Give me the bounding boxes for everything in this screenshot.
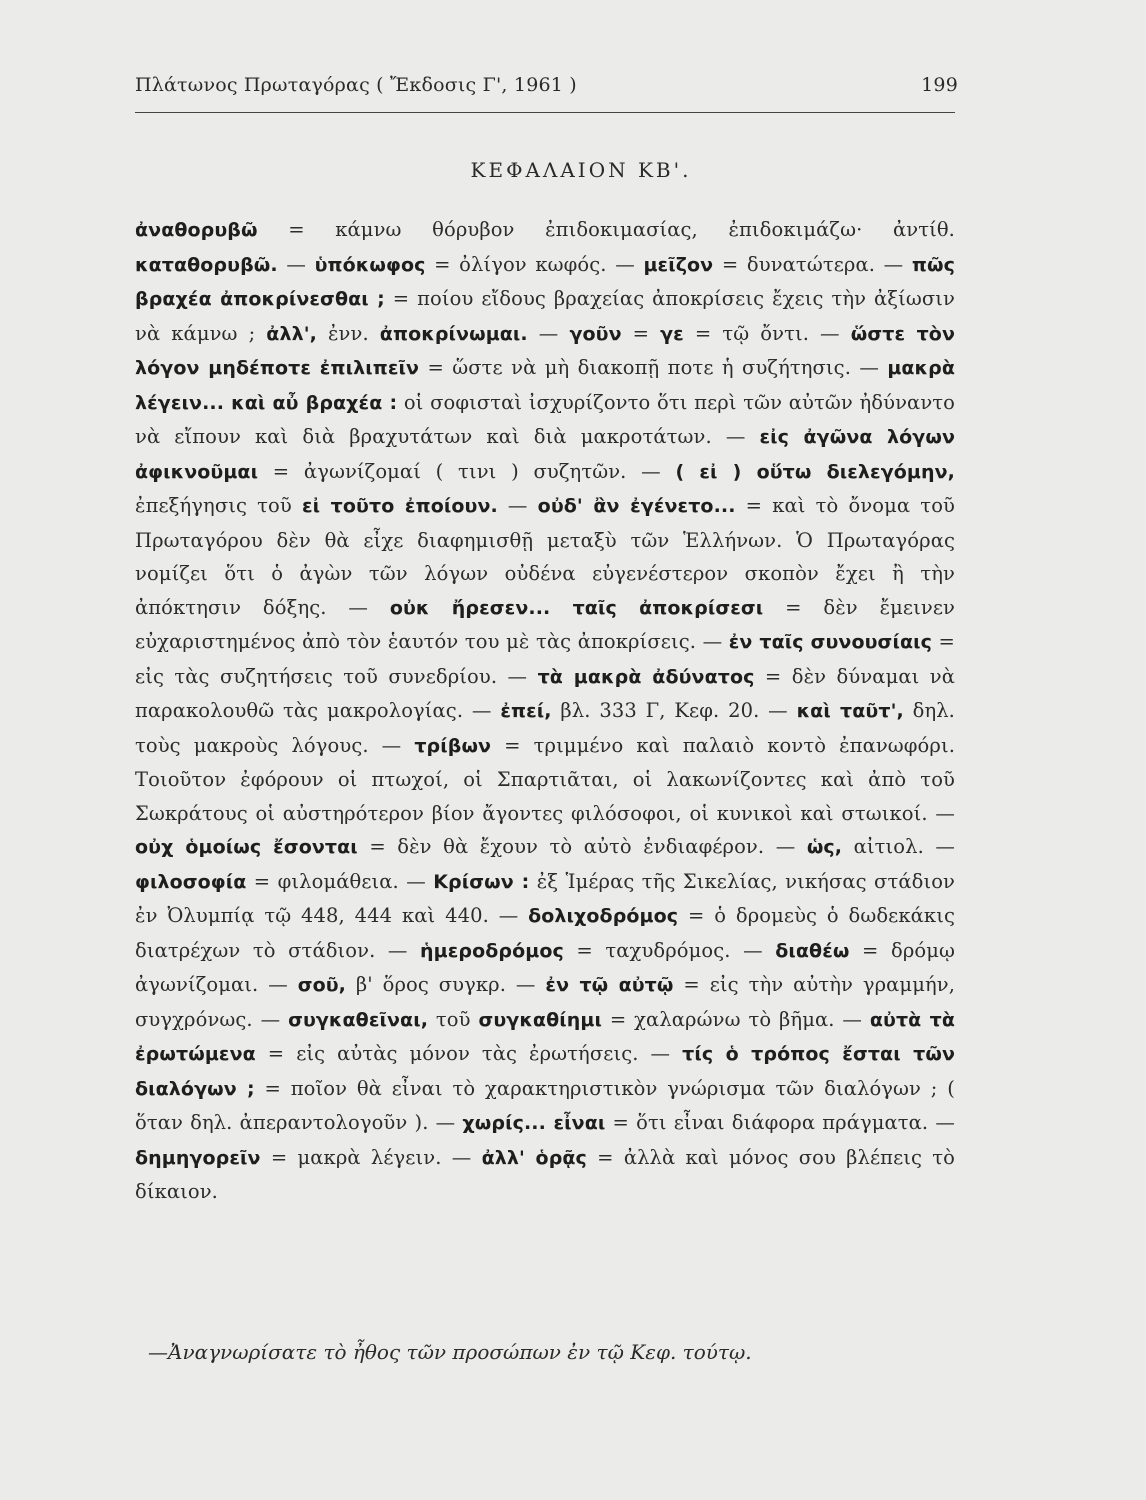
glossary-term: εἰς ἀγῶνα λόγων ἀφικνοῦμαι bbox=[135, 426, 955, 483]
closing-note: —Ἀναγνωρίσατε τὸ ἦθος τῶν προσώπων ἐν τῷ Κεφ. τούτῳ. bbox=[148, 1340, 752, 1364]
glossary-term: εἰ τοῦτο ἐποίουν. bbox=[301, 495, 498, 517]
glossary-text: = μακρὰ λέγειν. — bbox=[260, 1145, 482, 1169]
running-title: Πλάτωνος Πρωταγόρας ( Ἔκδοσις Γ', 1961 ) bbox=[135, 74, 577, 96]
glossary-term: οὐχ ὁμοίως ἔσονται bbox=[135, 836, 358, 858]
glossary-term: πῶς βραχέα ἀποκρίνεσθαι ; bbox=[135, 253, 955, 310]
glossary-text: — bbox=[277, 252, 315, 276]
glossary-text: — bbox=[497, 494, 538, 517]
glossary-text: = ἀγωνίζομαί ( τινι ) συζητῶν. — bbox=[258, 459, 676, 483]
glossary-term: φιλοσοφία bbox=[135, 870, 247, 893]
glossary-text: δηλ. τοὺς μακροὺς λόγους. — bbox=[135, 699, 955, 757]
glossary-text: = δὲν ἔμεινεν εὐχαριστημένος ἀπὸ τὸν ἑαυτόν του μὲ τὰς ἀποκρίσεις. — bbox=[135, 595, 955, 653]
glossary-term: ὥστε τὸν λόγον μηδέποτε ἐπιλιπεῖν bbox=[135, 322, 955, 379]
glossary-text: = χαλαρώνω τὸ βῆμα. — bbox=[601, 1007, 870, 1031]
glossary-term: ὡς, bbox=[806, 836, 843, 858]
glossary-term: μακρὰ λέγειν... καὶ αὖ βραχέα : bbox=[135, 357, 956, 414]
glossary-term: ( εἰ ) οὕτω διελεγόμην, bbox=[675, 460, 955, 483]
glossary-text: = δρόμῳ ἀγωνίζομαι. — bbox=[135, 938, 956, 996]
glossary-text: = κάμνω θόρυβον ἐπιδοκιμασίας, ἐπιδοκιμάζω· ἀντίθ. bbox=[257, 218, 955, 241]
glossary-text: ἐνν. bbox=[316, 321, 380, 345]
glossary-text: οἱ σοφισταὶ ἰσχυρίζοντο ὅτι περὶ τῶν αὐτῶν ἠδύναντο νὰ εἴπουν καὶ διὰ βραχυτάτων καὶ διὰ μακροτάτων. — bbox=[135, 390, 956, 448]
glossary-term: χωρίς... εἶναι bbox=[462, 1112, 606, 1134]
glossary-term: ἐπεί, bbox=[500, 700, 552, 722]
glossary-text: τοῦ bbox=[428, 1007, 479, 1031]
glossary-term: ἀλλ', bbox=[266, 322, 317, 345]
glossary-term: συγκαθεῖναι, bbox=[288, 1008, 429, 1031]
glossary-term: συγκαθίημι bbox=[478, 1008, 602, 1031]
glossary-text: = εἰς αὐτὰς μόνον τὰς ἐρωτήσεις. — bbox=[255, 1042, 683, 1065]
glossary-term: τὰ μακρὰ ἀδύνατος bbox=[537, 665, 755, 688]
glossary-text: βλ. 333 Γ, Κεφ. 20. — bbox=[551, 699, 797, 722]
glossary-term: ἀναθορυβῶ bbox=[135, 219, 258, 241]
glossary-text: = δὲν θὰ ἔχουν τὸ αὐτὸ ἐνδιαφέρον. — bbox=[357, 835, 807, 858]
glossary-term: τρίβων bbox=[414, 734, 492, 757]
glossary-text: = ἀλλὰ καὶ μόνος σου βλέπεις τὸ δίκαιον. bbox=[135, 1145, 955, 1203]
glossary-term: τίς ὁ τρόπος ἔσται τῶν διαλόγων ; bbox=[135, 1043, 955, 1100]
glossary-term: σοῦ, bbox=[297, 974, 347, 996]
glossary-term: καὶ ταῦτ', bbox=[796, 700, 904, 722]
page-number: 199 bbox=[921, 74, 958, 96]
glossary-term: δημηγορεῖν bbox=[135, 1146, 261, 1169]
glossary-term: διαθέω bbox=[775, 939, 850, 962]
glossary-text: ἐπεξήγησις τοῦ bbox=[135, 494, 302, 517]
page-header bbox=[135, 74, 958, 104]
glossary-text: = τριμμένο καὶ παλαιὸ κοντὸ ἐπανωφόρι. Τοιοῦτον ἐφόρουν οἱ πτωχοί, οἱ Σπαρτιᾶται, οἱ λακωνίζοντες καὶ ἀπὸ τοῦ Σωκράτους οἱ αὐστηρότερον βίον ἄγοντες φιλόσοφοι, οἱ κυνικοὶ καὶ στωικοί. — bbox=[135, 733, 955, 825]
glossary-text: = ποίου εἴδους βραχείας ἀποκρίσεις ἔχεις τὴν ἀξίωσιν νὰ κάμνω ; bbox=[135, 287, 955, 345]
glossary-term: Κρίσων : bbox=[433, 870, 530, 893]
glossary-text: αἰτιολ. — bbox=[842, 835, 955, 858]
chapter-title: ΚΕΦΑΛΑΙΟΝ ΚΒ'. bbox=[470, 158, 692, 182]
glossary-term: γοῦν bbox=[569, 322, 622, 345]
glossary-term: ἀλλ' ὁρᾷς bbox=[481, 1146, 587, 1169]
glossary-term: αὐτὰ τὰ ἐρωτώμενα bbox=[135, 1008, 955, 1065]
glossary-text: = δυνατώτερα. — bbox=[713, 252, 912, 276]
glossary-text: = δὲν δύναμαι νὰ παρακολουθῶ τὰς μακρολογίας. — bbox=[135, 664, 955, 722]
glossary-text: = εἰς τὴν αὐτὴν γραμμήν, συγχρόνως. — bbox=[135, 973, 955, 1031]
glossary-text: = ὀλίγον κωφός. — bbox=[425, 252, 644, 276]
glossary-term: καταθορυβῶ. bbox=[135, 253, 278, 276]
glossary-term: οὐκ ἤρεσεν... ταῖς ἀποκρίσεσι bbox=[389, 596, 764, 619]
glossary-term: ἐν ταῖς συνουσίαις bbox=[728, 631, 932, 653]
glossary-text: = ὥστε νὰ μὴ διακοπῇ ποτε ἡ συζήτησις. — bbox=[419, 356, 888, 379]
glossary-text: = καὶ τὸ ὄνομα τοῦ Πρωταγόρου δὲν θὰ εἶχε διαφημισθῇ μεταξὺ τῶν Ἑλλήνων. Ὁ Πρωταγόρας νομίζει ὅτι ὁ ἀγὼν τῶν λόγων οὐδένα εὐγενέστερον σκοπὸν ἔχει ἢ τὴν ἀπόκτησιν δόξης. — bbox=[135, 494, 955, 619]
glossary-term: μεῖζον bbox=[643, 253, 714, 276]
glossary-term: δολιχοδρόμος bbox=[528, 905, 679, 927]
glossary-term: οὐδ' ἂν ἐγένετο... bbox=[537, 495, 736, 517]
glossary-text: β' ὅρος συγκρ. — bbox=[346, 973, 546, 996]
glossary-text: — bbox=[527, 321, 570, 345]
glossary-text: = ὁ δρομεὺς ὁ δωδεκάκις διατρέχων τὸ στάδιον. — bbox=[135, 904, 955, 962]
glossary-paragraph bbox=[135, 213, 955, 1209]
header-rule bbox=[135, 112, 955, 113]
glossary-text: = ὅτι εἶναι διάφορα πράγματα. — bbox=[605, 1111, 955, 1134]
glossary-text: = εἰς τὰς συζητήσεις τοῦ συνεδρίου. — bbox=[135, 630, 955, 688]
glossary-term: ἡμεροδρόμος bbox=[420, 939, 564, 962]
glossary-text: ἐξ Ἱμέρας τῆς Σικελίας, νικήσας στάδιον ἐν Ὀλυμπίᾳ τῷ 448, 444 καὶ 440. — bbox=[135, 869, 955, 927]
glossary-term: ἐν τῷ αὐτῷ bbox=[545, 974, 674, 996]
glossary-text: = bbox=[621, 321, 661, 345]
glossary-term: ὑπόκωφος bbox=[314, 253, 426, 276]
glossary-text: = φιλομάθεια. — bbox=[246, 869, 434, 893]
glossary-term: ἀποκρίνωμαι. bbox=[379, 322, 528, 345]
glossary-term: γε bbox=[660, 322, 684, 345]
glossary-text: = τῷ ὄντι. — bbox=[683, 321, 851, 345]
glossary-text: = ποῖον θὰ εἶναι τὸ χαρακτηριστικὸν γνώρισμα τῶν διαλόγων ; ( ὅταν δηλ. ἀπεραντολογοῦν ). — bbox=[135, 1076, 955, 1134]
glossary-text: = ταχυδρόμος. — bbox=[563, 938, 776, 962]
